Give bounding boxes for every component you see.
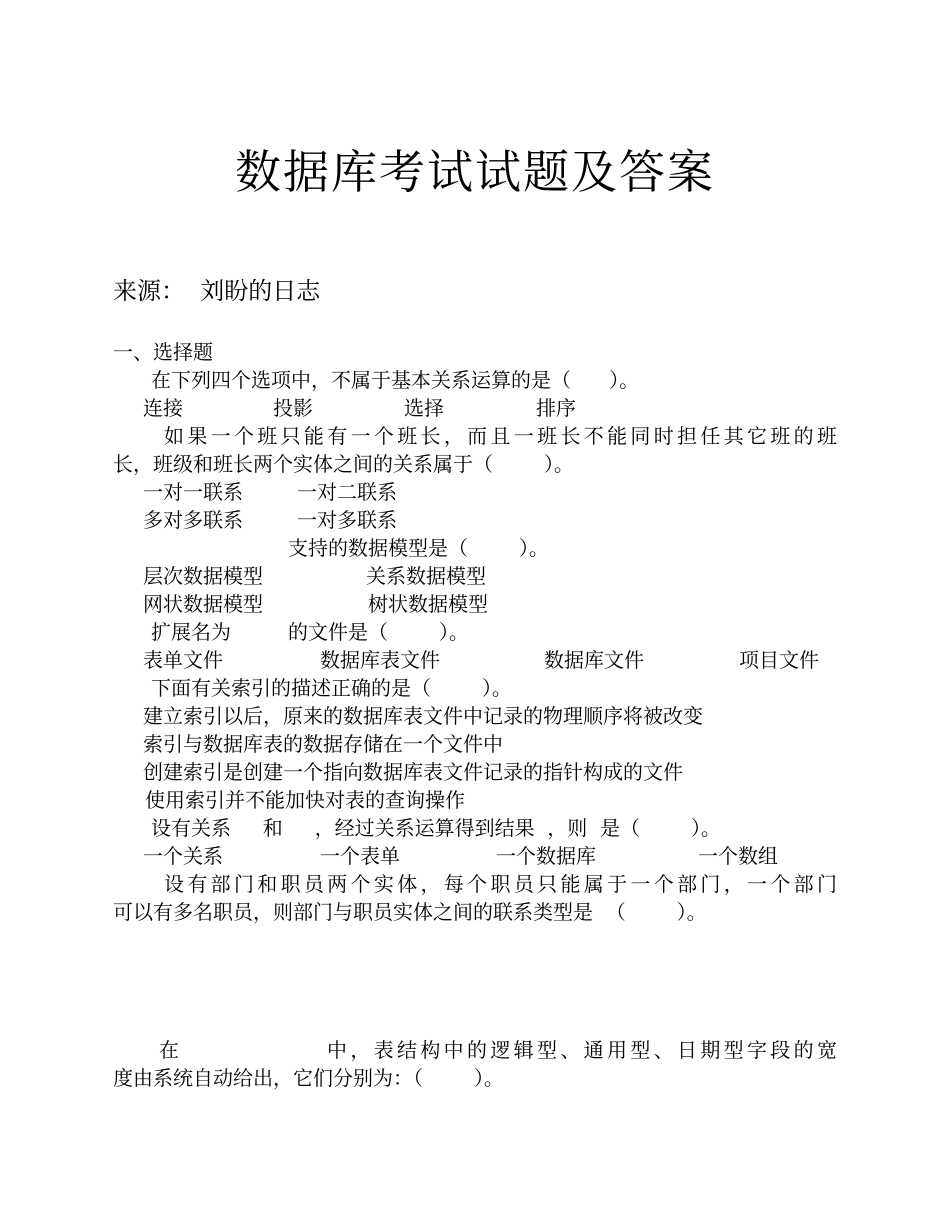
- question-7-line-2: 可以有多名职员，则部门与职员实体之间的联系类型是 （ ）。: [113, 900, 707, 924]
- q2-option-b: 一对二联系: [297, 480, 397, 504]
- q1-option-c: 选择: [404, 396, 444, 420]
- q1-option-b: 投影: [273, 396, 313, 420]
- question-3: 支持的数据模型是（ ）。: [288, 536, 549, 560]
- q4-option-c: 数据库文件: [544, 648, 644, 672]
- q5-option-b: 索引与数据库表的数据存储在一个文件中: [143, 732, 503, 756]
- q4-option-d: 项目文件: [739, 648, 819, 672]
- q3-option-a: 层次数据模型: [143, 564, 263, 588]
- q6-option-d: 一个数组: [698, 844, 778, 868]
- question-7-line-1: 设有部门和职员两个实体，每个职员只能属于一个部门，一个部门: [164, 872, 837, 896]
- q2-option-a: 一对一联系: [143, 480, 243, 504]
- question-4-part-b: 的文件是（ ）。: [288, 620, 469, 644]
- question-4-part-a: 扩展名为: [151, 620, 231, 644]
- q5-option-c: 创建索引是创建一个指向数据库表文件记录的指针构成的文件: [143, 760, 683, 784]
- question-8-part-b: 中，表结构中的逻辑型、通用型、日期型字段的宽: [327, 1038, 837, 1062]
- q3-option-c: 网状数据模型: [143, 592, 263, 616]
- q3-option-b: 关系数据模型: [366, 564, 486, 588]
- q2-option-c: 多对多联系: [143, 508, 243, 532]
- q4-option-b: 数据库表文件: [320, 648, 440, 672]
- q1-option-a: 连接: [143, 396, 183, 420]
- question-8-line-2: 度由系统自动给出，它们分别为：（ ）。: [113, 1066, 504, 1090]
- question-2-line-2: 长，班级和班长两个实体之间的关系属于（ ）。: [113, 452, 574, 476]
- question-6: 设有关系 和 ，经过关系运算得到结果 ，则 是（ ）。: [151, 816, 721, 840]
- question-8-part-a: 在: [159, 1038, 179, 1062]
- q6-option-a: 一个关系: [143, 844, 223, 868]
- q6-option-b: 一个表单: [320, 844, 400, 868]
- q6-option-c: 一个数据库: [496, 844, 596, 868]
- q5-option-a: 建立索引以后，原来的数据库表文件中记录的物理顺序将被改变: [143, 704, 703, 728]
- q5-option-d: 使用索引并不能加快对表的查询操作: [145, 788, 465, 812]
- q1-option-d: 排序: [536, 396, 576, 420]
- question-1: 在下列四个选项中，不属于基本关系运算的是（ ）。: [151, 368, 640, 392]
- document-title: 数据库考试试题及答案: [235, 145, 715, 199]
- q3-option-d: 树状数据模型: [368, 592, 488, 616]
- q4-option-a: 表单文件: [143, 648, 223, 672]
- question-5: 下面有关索引的描述正确的是（ ）。: [151, 676, 512, 700]
- section-heading: 一、选择题: [113, 340, 213, 364]
- question-2-line-1: 如果一个班只能有一个班长，而且一班长不能同时担任其它班的班: [164, 424, 837, 448]
- source-line: 来源： 刘盼的日志: [113, 277, 321, 305]
- q2-option-d: 一对多联系: [297, 508, 397, 532]
